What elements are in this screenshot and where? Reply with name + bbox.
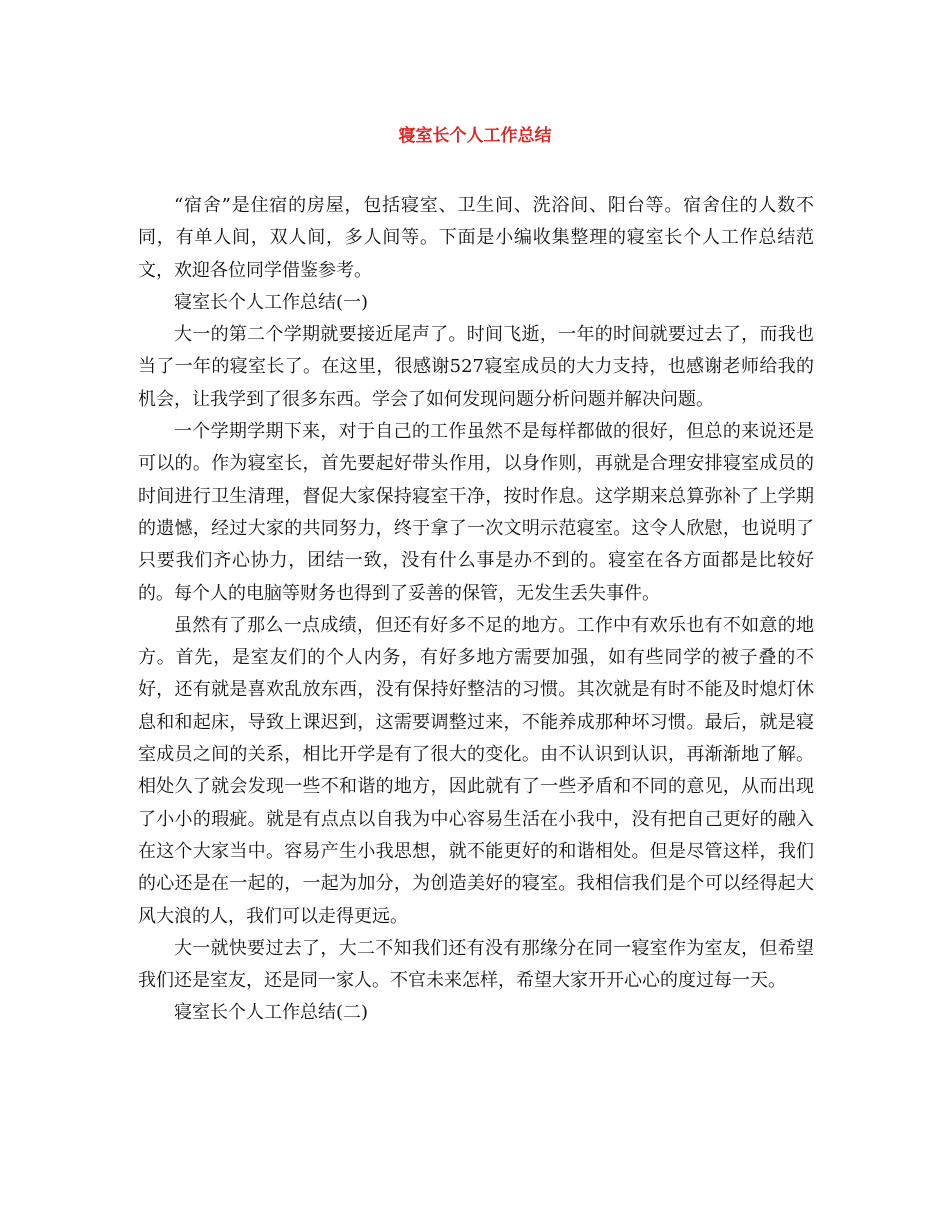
body-paragraph: 一个学期学期下来，对于自己的工作虽然不是每样都做的很好，但总的来说还是可以的。作为寝室长，首先要起好带头作用，以身作则，再就是合理安排寝室成员的时间进行卫生清理，督促大家保持寝室干净，按时作息。这学期来总算弥补了上学期的遗憾，经过大家的共同努力，终于拿了一次文明示范寝室。这令人欣慰，也说明了只要我们齐心协力，团结一致，没有什么事是办不到的。寝室在各方面都是比较好的。每个人的电脑等财务也得到了妥善的保管，无发生丢失事件。	[138, 421, 814, 604]
body-paragraph: 大一的第二个学期就要接近尾声了。时间飞逝，一年的时间就要过去了，而我也当了一年的寝室长了。在这里，很感谢527寝室成员的大力支持，也感谢老师给我的机会，让我学到了很多东西。学会了如何发现问题分析问题并解决问题。	[138, 324, 814, 410]
document-body	[138, 190, 814, 1030]
body-paragraph: 大一就快要过去了，大二不知我们还有没有那缘分在同一寝室作为室友，但希望我们还是室友，还是同一家人。不官未来怎样，希望大家开开心心的度过每一天。	[138, 937, 814, 992]
section-heading-1: 寝室长个人工作总结(一)	[174, 291, 369, 313]
document-title: 寝室长个人工作总结	[398, 126, 552, 146]
body-paragraph: 虽然有了那么一点成绩，但还有好多不足的地方。工作中有欢乐也有不如意的地方。首先，是室友们的个人内务，有好多地方需要加强，如有些同学的被子叠的不好，还有就是喜欢乱放东西，没有保持好整洁的习惯。其次就是有时不能及时熄灯休息和和起床，导致上课迟到，这需要调整过来，不能养成那种坏习惯。最后，就是寝室成员之间的关系，相比开学是有了很大的变化。由不认识到认识，再渐渐地了解。相处久了就会发现一些不和谐的地方，因此就有了一些矛盾和不同的意见，从而出现了小小的瑕疵。就是有点点以自我为中心容易生活在小我中，没有把自己更好的融入在这个大家当中。容易产生小我思想，就不能更好的和谐相处。但是尽管这样，我们的心还是在一起的，一起为加分，为创造美好的寝室。我相信我们是个可以经得起大风大浪的人，我们可以走得更远。	[138, 614, 814, 927]
intro-paragraph: “宿舍”是住宿的房屋，包括寝室、卫生间、洗浴间、阳台等。宿舍住的人数不同，有单人间，双人间，多人间等。下面是小编收集整理的寝室长个人工作总结范文，欢迎各位同学借鉴参考。	[138, 195, 814, 281]
section-heading-2: 寝室长个人工作总结(二)	[174, 1002, 369, 1024]
